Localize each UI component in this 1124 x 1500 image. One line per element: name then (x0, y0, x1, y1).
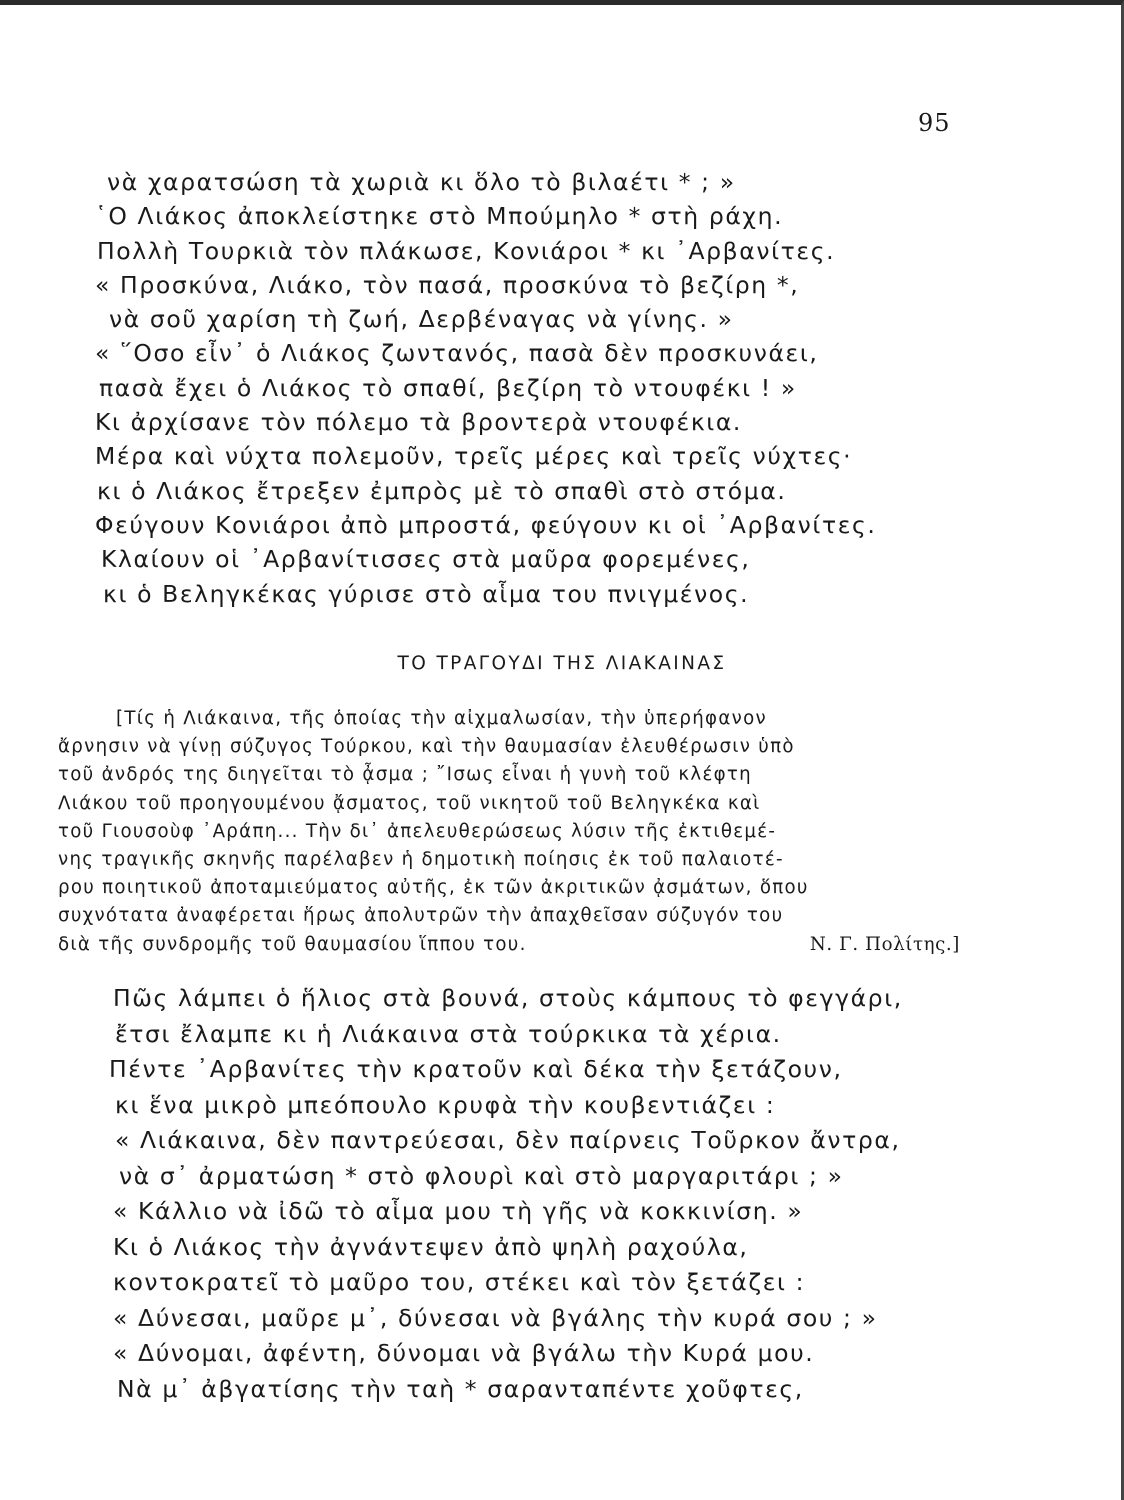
verse-line: « Δύνομαι, ἀφέντη, δύνομαι νὰ βγάλω τὴν Κυρά μου. (113, 1339, 815, 1367)
verse-line: « Κάλλιο νὰ ἰδῶ τὸ αἷμα μου τὴ γῆς νὰ κοκκινίση. » (113, 1197, 804, 1225)
verse-line: κι ὁ Λιάκος ἔτρεξεν ἐμπρὸς μὲ τὸ σπαθὶ στὸ στόμα. (97, 476, 787, 505)
section-title: ΤΟ ΤΡΑΓΟΥΔΙ ΤΗΣ ΛΙΑΚΑΙΝΑΣ (397, 653, 727, 674)
intro-line-text: διὰ τῆς συνδρομῆς τοῦ θαυμασίου ἵππου του. (58, 933, 527, 955)
verse-line: Πῶς λάμπει ὁ ἥλιος στὰ βουνά, στοὺς κάμπους τὸ φεγγάρι, (113, 984, 903, 1012)
intro-note (58, 705, 960, 959)
intro-line: τοῦ Γιουσοὺφ ᾿Αράπη... Τὴν δι᾿ ἀπελευθερώσεως λύσιν τῆς ἐκτιθεμέ- (58, 820, 777, 842)
verse-line: Κι ὁ Λιάκος τὴν ἀγνάντεψεν ἀπὸ ψηλὴ ραχούλα, (113, 1232, 749, 1261)
verse-line: ἔτσι ἔλαμπε κι ἡ Λιάκαινα στὰ τούρκικα τὰ χέρια. (115, 1019, 782, 1048)
intro-line: ρου ποιητικοῦ ἀποταμιεύματος αὐτῆς, ἐκ τῶν ἀκριτικῶν ᾀσμάτων, ὅπου (58, 877, 809, 899)
verse-line: Πολλὴ Τουρκιὰ τὸν πλάκωσε, Κονιάροι * κι ᾿Αρβανίτες. (97, 236, 836, 265)
intro-line: ἄρνησιν νὰ γίνῃ σύζυγος Τούρκου, καὶ τὴν θαυμασίαν ἐλευθέρωσιν ὑπὸ (58, 736, 795, 758)
verse-line: κι ἕνα μικρὸ μπεόπουλο κρυφὰ τὴν κουβεντιάζει : (115, 1090, 776, 1119)
verse-line: Μέρα καὶ νύχτα πολεμοῦν, τρεῖς μέρες καὶ τρεῖς νύχτες· (95, 442, 853, 471)
verse-line: νὰ σ᾿ ἀρματώση * στὸ φλουρὶ καὶ στὸ μαργαριτάρι ; » (119, 1161, 844, 1190)
verse-line: Νὰ μ᾿ ἀβγατίσης τὴν ταὴ * σαρανταπέντε χοῦφτες, (117, 1374, 804, 1403)
verse-line: Κι ἀρχίσανε τὸν πόλεμο τὰ βροντερὰ ντουφέκια. (95, 408, 742, 437)
verse-line: κοντοκρατεῖ τὸ μαῦρο του, στέκει καὶ τὸν ξετάζει : (113, 1268, 806, 1296)
intro-line-last (58, 931, 960, 959)
verse-line: « Δύνεσαι, μαῦρε μ᾿, δύνεσαι νὰ βγάλης τὴν κυρά σου ; » (113, 1303, 878, 1332)
verse-line: Πέντε ᾿Αρβανίτες τὴν κρατοῦν καὶ δέκα τὴν ξετάζουν, (109, 1055, 843, 1083)
verse-line: κι ὁ Βεληγκέκας γύρισε στὸ αἷμα του πνιγμένος. (103, 579, 750, 608)
poem-part-2 (95, 981, 1055, 1407)
poem-part-1 (95, 165, 1055, 611)
verse-line: Κλαίουν οἱ ᾿Αρβανίτισσες στὰ μαῦρα φορεμένες, (101, 545, 751, 574)
verse-line: νὰ χαρατσώση τὰ χωριὰ κι ὅλο τὸ βιλαέτι * ; » (107, 168, 736, 196)
verse-line: Φεύγουν Κονιάροι ἀπὸ μπροστά, φεύγουν κι οἱ ᾿Αρβανίτες. (95, 510, 877, 539)
page-number: 95 (918, 109, 951, 137)
verse-line: « Προσκύνα, Λιάκο, τὸν πασά, προσκύνα τὸ βεζίρη *, (95, 270, 800, 299)
intro-line: τοῦ ἀνδρός της διηγεῖται τὸ ᾆσμα ; ῎Ισως εἶναι ἡ γυνὴ τοῦ κλέφτη (58, 764, 752, 786)
verse-line: νὰ σοῦ χαρίση τὴ ζωή, Δερβέναγας νὰ γίνης. » (109, 305, 734, 334)
verse-line: πασὰ ἔχει ὁ Λιάκος τὸ σπαθί, βεζίρη τὸ ντουφέκι ! » (99, 373, 797, 402)
verse-line: ῾Ο Λιάκος ἀποκλείστηκε στὸ Μπούμηλο * στὴ ράχη. (95, 202, 784, 231)
intro-citation: Ν. Γ. Πολίτης.] (809, 933, 960, 955)
intro-line: [Τίς ἡ Λιάκαινα, τῆς ὁποίας τὴν αἰχμαλωσίαν, τὴν ὑπερήφανον (116, 708, 767, 729)
intro-line: συχνότατα ἀναφέρεται ἥρως ἀπολυτρῶν τὴν ἀπαχθεῖσαν σύζυγόν του (58, 905, 784, 927)
verse-line: « ῞Οσο εἶν᾿ ὁ Λιάκος ζωντανός, πασὰ δὲν προσκυνάει, (95, 339, 819, 368)
intro-line: νης τραγικῆς σκηνῆς παρέλαβεν ἡ δημοτικὴ ποίησις ἐκ τοῦ παλαιοτέ- (58, 848, 784, 870)
intro-line: Λιάκου τοῦ προηγουμένου ᾄσματος, τοῦ νικητοῦ τοῦ Βεληγκέκα καὶ (58, 792, 761, 814)
verse-line: « Λιάκαινα, δὲν παντρεύεσαι, δὲν παίρνεις Τοῦρκον ἄντρα, (115, 1126, 901, 1154)
